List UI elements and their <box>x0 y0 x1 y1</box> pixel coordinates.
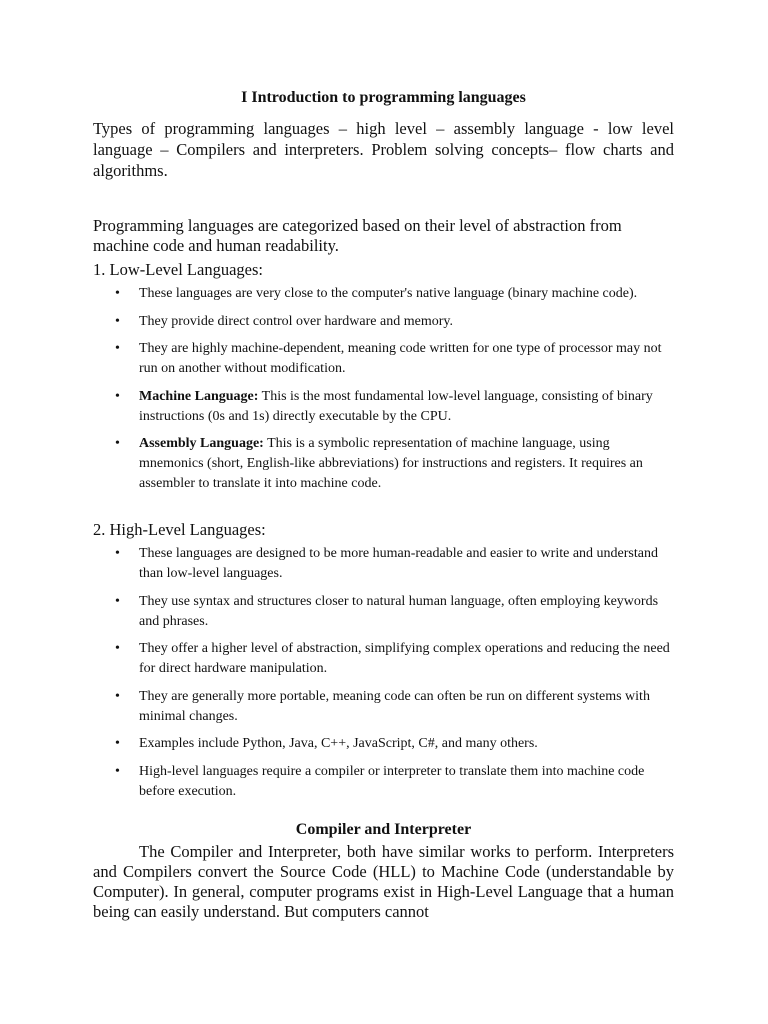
bullet-icon: • <box>115 341 120 356</box>
list-item-text: High-level languages require a compiler or interpreter to translate them into machine code before execution. <box>139 763 645 799</box>
document-page <box>93 88 674 922</box>
low-level-heading: 1. Low-Level Languages: <box>93 260 263 279</box>
list-item-text: They use syntax and structures closer to natural human language, often employing keywords and phrases. <box>139 593 659 629</box>
list-item <box>115 687 674 727</box>
syllabus-paragraph: Types of programming languages – high level – assembly language - low level language – Compilers and interpreters. Problem solving concepts– flow charts and algorithms. <box>93 119 674 180</box>
high-level-section <box>93 520 674 802</box>
intro-paragraph: Programming languages are categorized based on their level of abstraction from machine code and human readability. <box>93 216 622 255</box>
high-level-list <box>93 544 674 802</box>
list-item <box>115 734 674 754</box>
list-item-text: Examples include Python, Java, C++, JavaScript, C#, and many others. <box>139 736 538 751</box>
list-item-term: Assembly Language: <box>139 436 264 451</box>
bullet-icon: • <box>115 546 120 561</box>
bullet-icon: • <box>115 388 120 404</box>
list-item-text: They are generally more portable, meaning code can often be run on different systems with minimal changes. <box>139 688 650 724</box>
list-item <box>115 312 674 332</box>
bullet-icon: • <box>115 736 120 751</box>
list-item <box>115 284 674 304</box>
bullet-icon: • <box>115 436 120 451</box>
list-item-term: Machine Language: <box>139 388 259 404</box>
low-level-section <box>93 260 674 494</box>
bullet-icon: • <box>115 763 120 779</box>
bullet-icon: • <box>115 641 120 656</box>
list-item <box>115 639 674 679</box>
list-item-text: These languages are designed to be more human-readable and easier to write and understand than low-level languages. <box>139 546 658 581</box>
bullet-icon: • <box>115 593 120 609</box>
list-item <box>115 762 674 802</box>
list-item-text: These languages are very close to the computer's native language (binary machine code). <box>139 286 638 301</box>
page-title: I Introduction to programming languages <box>241 89 526 106</box>
bullet-icon: • <box>115 313 120 329</box>
high-level-heading: 2. High-Level Languages: <box>93 520 266 539</box>
bullet-icon: • <box>115 688 120 704</box>
list-item-text: They provide direct control over hardware and memory. <box>139 313 453 329</box>
list-item-text: This is a symbolic representation of machine language, using mnemonics (short, English-like abbreviations) for instructions and registers. It requires an assembler to translate it into machine code. <box>139 436 643 491</box>
list-item <box>115 387 674 427</box>
list-item <box>115 434 674 494</box>
compiler-paragraph: The Compiler and Interpreter, both have similar works to perform. Interpreters and Compilers convert the Source Code (HLL) to Machine Code (understandable by Computer). In general, computer programs exist in High-Level Language that a human being can easily understand. But computers cannot <box>93 841 674 921</box>
list-item-text: This is the most fundamental low-level language, consisting of binary instructions (0s and 1s) directly executable by the CPU. <box>139 388 653 424</box>
list-item-text: They offer a higher level of abstraction, simplifying complex operations and reducing the need for direct hardware manipulation. <box>139 641 670 676</box>
list-item <box>115 544 674 584</box>
bullet-icon: • <box>115 286 120 301</box>
list-item-text: They are highly machine-dependent, meaning code written for one type of processor may not run on another without modification. <box>139 341 662 376</box>
list-item <box>115 339 674 379</box>
low-level-list <box>93 284 674 494</box>
compiler-heading: Compiler and Interpreter <box>295 820 472 838</box>
list-item <box>115 592 674 632</box>
